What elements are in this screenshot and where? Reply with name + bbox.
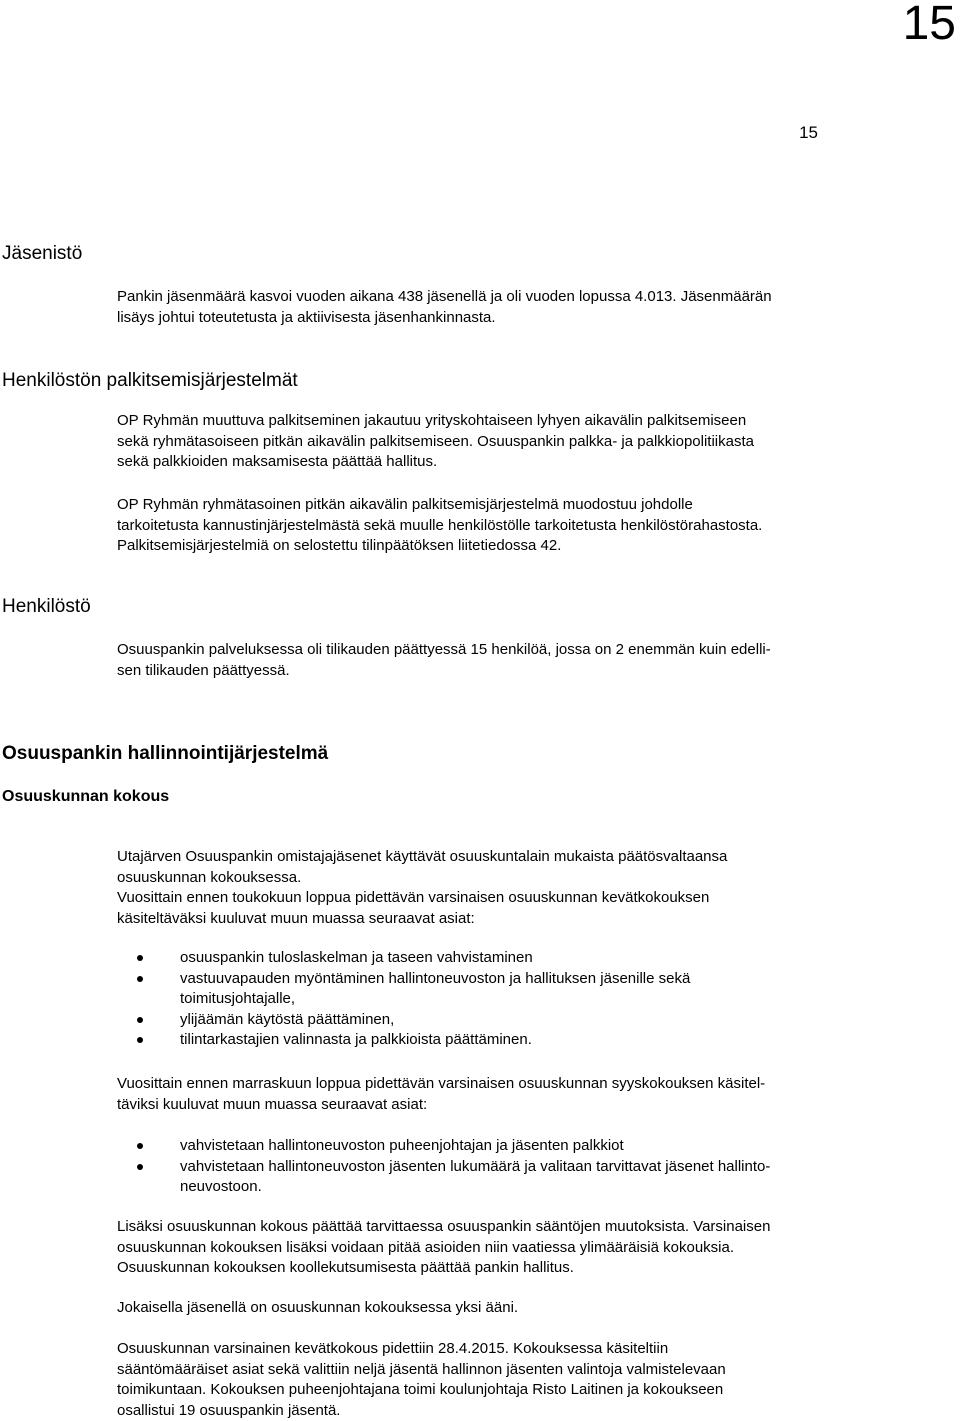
bullet-icon [137,1164,143,1170]
bullet-icon [137,1143,143,1149]
bullet-icon [137,976,143,982]
text-line: osuuskunnan kokouksen lisäksi voidaan pitää asioiden niin vaatiessa ylimääräisiä kokouksia. [117,1238,887,1259]
list-item [117,1157,897,1198]
text-line: OP Ryhmän muuttuva palkitseminen jakautuu yrityskohtaiseen lyhyen aikavälin palkitsemiseen [117,411,887,432]
paragraph-hallinnointi-1 [117,847,887,929]
text-line: osuuskunnan kokouksessa. [117,868,887,889]
text-line: sääntömääräiset asiat sekä valittiin neljä jäsentä hallinnon jäsenten valintoja valmistelevaan [117,1360,887,1381]
paragraph-jasenisto [117,287,887,328]
text-line: käsiteltäväksi kuuluvat muun muassa seuraavat asiat: [117,909,887,930]
text-line: Osuuskunnan kokouksen koollekutsumisesta päättää pankin hallitus. [117,1258,887,1279]
text-line: vahvistetaan hallintoneuvoston jäsenten lukumäärä ja valitaan tarvittavat jäsenet hallinto- [180,1157,897,1178]
text-line: Pankin jäsenmäärä kasvoi vuoden aikana 438 jäsenellä ja oli vuoden lopussa 4.013. Jäsenmäärän [117,287,887,308]
text-line: toimitusjohtajalle, [180,989,897,1010]
paragraph-palkitseminen-2 [117,495,887,557]
paragraph-hallinnointi-5 [117,1339,887,1421]
paragraph-hallinnointi-3 [117,1217,887,1279]
text-line: tilintarkastajien valinnasta ja palkkioista päättäminen. [180,1030,897,1051]
text-line: OP Ryhmän ryhmätasoinen pitkän aikavälin palkitsemisjärjestelmä muodostuu johdolle [117,495,887,516]
text-line: Osuuspankin palveluksessa oli tilikauden päättyessä 15 henkilöä, jossa on 2 enemmän kuin edelli- [117,640,887,661]
text-line: ylijäämän käytöstä päättäminen, [180,1010,897,1031]
bullet-icon [137,955,143,961]
paragraph-hallinnointi-4 [117,1298,887,1319]
text-line: sekä palkkioiden maksamisesta päättää hallitus. [117,452,887,473]
text-line: osallistui 19 osuuspankin jäsentä. [117,1401,887,1421]
text-line: täviksi kuuluvat muun muassa seuraavat asiat: [117,1095,887,1116]
bullet-list-kevatkokous [117,948,897,1051]
page-number-large: 15 [903,0,956,52]
subheading-osuuskunnan-kokous: Osuuskunnan kokous [2,786,169,808]
paragraph-palkitseminen-1 [117,411,887,473]
section-heading-hallinnointi: Osuuspankin hallinnointijärjestelmä [2,742,328,766]
text-line: sekä ryhmätasoiseen pitkän aikavälin palkitsemiseen. Osuuspankin palkka- ja palkkiopolitiikasta [117,432,887,453]
list-item [117,948,897,969]
bullet-icon [137,1037,143,1043]
bullet-icon [137,1017,143,1023]
text-line: vastuuvapauden myöntäminen hallintoneuvoston ja hallituksen jäsenille sekä [180,969,897,990]
list-item [117,1010,897,1031]
section-heading-henkilosto: Henkilöstö [2,595,91,619]
text-line: lisäys johtui toteutetusta ja aktiivisesta jäsenhankinnasta. [117,308,887,329]
text-line: Jokaisella jäsenellä on osuuskunnan kokouksessa yksi ääni. [117,1298,887,1319]
text-line: toimikuntaan. Kokouksen puheenjohtajana toimi koulunjohtaja Risto Laitinen ja kokoukseen [117,1380,887,1401]
text-line: osuuspankin tuloslaskelman ja taseen vahvistaminen [180,948,897,969]
page-number: 15 [799,122,818,144]
text-line: Palkitsemisjärjestelmiä on selostettu tilinpäätöksen liitetiedossa 42. [117,536,887,557]
bullet-list-syyskokous [117,1136,897,1198]
text-line: Lisäksi osuuskunnan kokous päättää tarvittaessa osuuspankin sääntöjen muutoksista. Varsinaisen [117,1217,887,1238]
text-line: Vuosittain ennen toukokuun loppua pidettävän varsinaisen osuuskunnan kevätkokouksen [117,888,887,909]
list-item [117,1136,897,1157]
text-line: Utajärven Osuuspankin omistajajäsenet käyttävät osuuskuntalain mukaista päätösvaltaansa [117,847,887,868]
paragraph-henkilosto [117,640,887,681]
list-item [117,969,897,1010]
text-line: Vuosittain ennen marraskuun loppua pidettävän varsinaisen osuuskunnan syyskokouksen käsitel- [117,1074,887,1095]
text-line: Osuuskunnan varsinainen kevätkokous pidettiin 28.4.2015. Kokouksessa käsiteltiin [117,1339,887,1360]
text-line: vahvistetaan hallintoneuvoston puheenjohtajan ja jäsenten palkkiot [180,1136,897,1157]
section-heading-palkitseminen: Henkilöstön palkitsemisjärjestelmät [2,369,298,393]
paragraph-hallinnointi-2 [117,1074,887,1115]
text-line: tarkoitetusta kannustinjärjestelmästä sekä muulle henkilöstölle tarkoitetusta henkilöstörahastosta. [117,516,887,537]
text-line: neuvostoon. [180,1177,897,1198]
section-heading-jasenisto: Jäsenistö [2,242,82,266]
text-line: sen tilikauden päättyessä. [117,661,887,682]
list-item [117,1030,897,1051]
